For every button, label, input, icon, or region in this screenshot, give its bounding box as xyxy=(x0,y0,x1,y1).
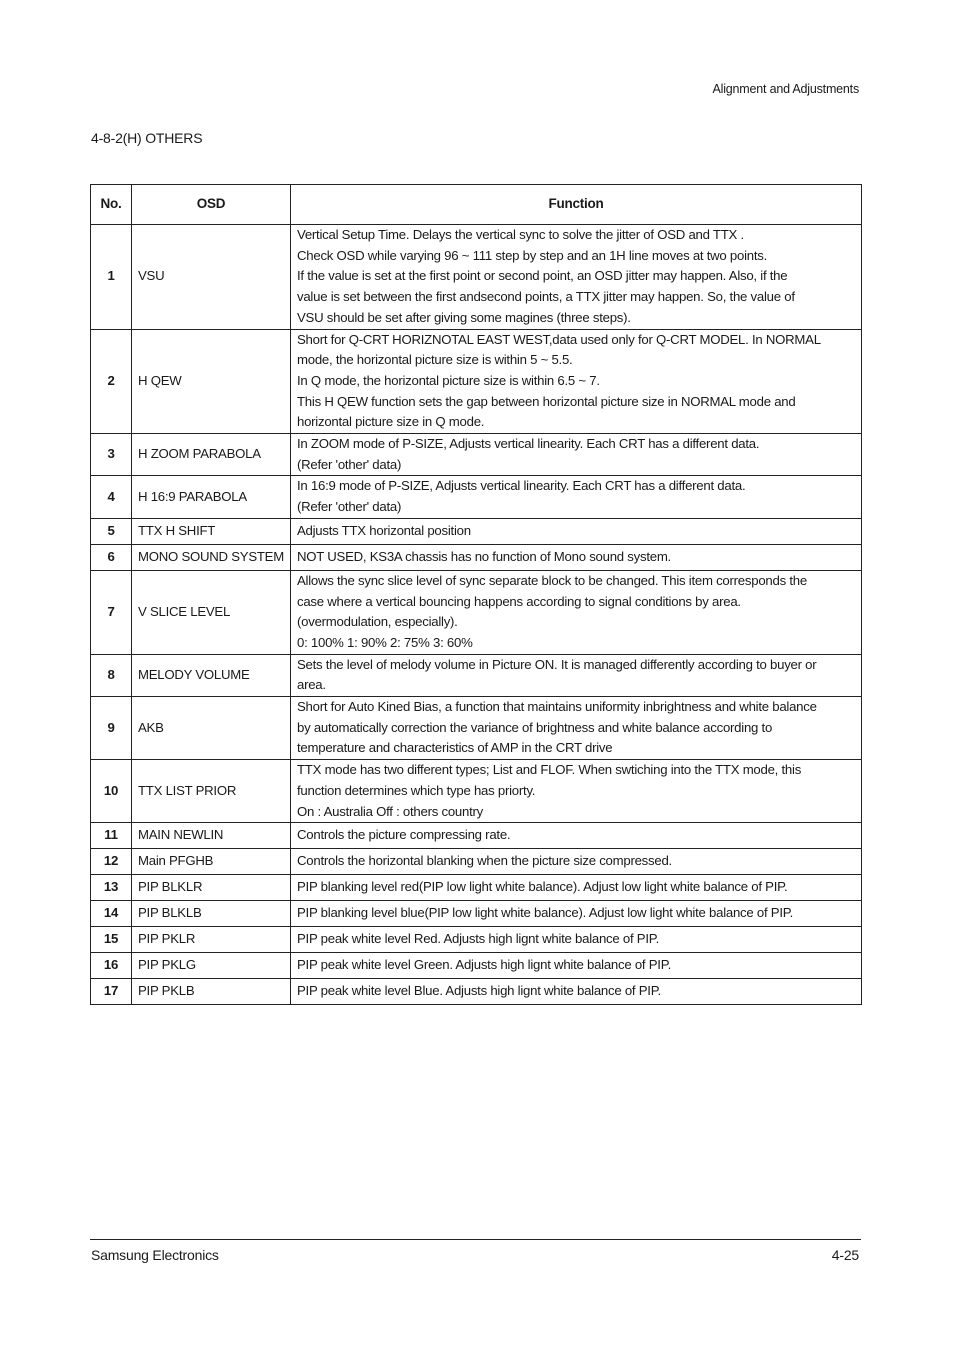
osd-item-name: PIP PKLG xyxy=(132,953,291,979)
column-header-function: Function xyxy=(291,185,862,225)
function-line: NOT USED, KS3A chassis has no function of Mono sound system. xyxy=(297,548,671,564)
function-line: Vertical Setup Time. Delays the vertical sync to solve the jitter of OSD and TTX . xyxy=(297,227,744,242)
function-line: function determines which type has priorty. xyxy=(297,782,536,798)
function-line: by automatically correction the variance of brightness and white balance according to xyxy=(297,719,773,735)
function-line: case where a vertical bouncing happens according to signal conditions by area. xyxy=(297,593,741,609)
function-description xyxy=(291,329,862,434)
table-row xyxy=(91,823,862,849)
function-line: This H QEW function sets the gap between horizontal picture size in NORMAL mode and xyxy=(297,393,796,409)
page-number: 4-25 xyxy=(831,1247,859,1263)
osd-item-name: MONO SOUND SYSTEM xyxy=(132,544,291,570)
osd-item-name: Main PFGHB xyxy=(132,849,291,875)
function-line: In ZOOM mode of P-SIZE, Adjusts vertical linearity. Each CRT has a different data. xyxy=(297,436,760,452)
table-row xyxy=(91,953,862,979)
section-title: 4-8-2(H) OTHERS xyxy=(91,130,203,146)
row-number: 10 xyxy=(91,760,132,823)
row-number: 4 xyxy=(91,476,132,518)
function-line: Adjusts TTX horizontal position xyxy=(297,522,471,538)
function-line: In Q mode, the horizontal picture size is within 6.5 ~ 7. xyxy=(297,372,600,388)
function-line: Short for Auto Kined Bias, a function that maintains uniformity inbrightness and white balance xyxy=(297,699,817,715)
table-row xyxy=(91,434,862,476)
function-description xyxy=(291,875,862,901)
row-number: 12 xyxy=(91,849,132,875)
osd-item-name: PIP PKLR xyxy=(132,927,291,953)
row-number: 14 xyxy=(91,901,132,927)
row-number: 15 xyxy=(91,927,132,953)
function-line: temperature and characteristics of AMP in the CRT drive xyxy=(297,740,613,756)
row-number: 1 xyxy=(91,225,132,330)
function-line: Controls the picture compressing rate. xyxy=(297,827,511,843)
function-line: (Refer 'other' data) xyxy=(297,456,402,472)
table-row xyxy=(91,979,862,1005)
others-adjustment-table xyxy=(90,184,862,1005)
osd-item-name: H QEW xyxy=(132,329,291,434)
running-header: Alignment and Adjustments xyxy=(712,82,859,96)
function-line: PIP blanking level red(PIP low light white balance). Adjust low light white balance of PIP. xyxy=(297,879,788,895)
row-number: 11 xyxy=(91,823,132,849)
function-line: Sets the level of melody volume in Picture ON. It is managed differently according to buyer or xyxy=(297,656,817,672)
column-header-no: No. xyxy=(91,185,132,225)
osd-item-name: V SLICE LEVEL xyxy=(132,570,291,654)
osd-item-name: AKB xyxy=(132,697,291,760)
function-line: Allows the sync slice level of sync separate block to be changed. This item corresponds the xyxy=(297,572,807,588)
function-line: (Refer 'other' data) xyxy=(297,499,402,515)
table-row xyxy=(91,697,862,760)
osd-item-name: PIP BLKLR xyxy=(132,875,291,901)
function-line: (overmodulation, especially). xyxy=(297,614,458,630)
table-row xyxy=(91,901,862,927)
table-row xyxy=(91,544,862,570)
column-header-osd: OSD xyxy=(132,185,291,225)
table-row xyxy=(91,849,862,875)
row-number: 16 xyxy=(91,953,132,979)
row-number: 7 xyxy=(91,570,132,654)
row-number: 2 xyxy=(91,329,132,434)
function-description xyxy=(291,849,862,875)
function-description xyxy=(291,979,862,1005)
function-line: VSU should be set after giving some magines (three steps). xyxy=(297,309,631,325)
function-line: If the value is set at the first point or second point, an OSD jitter may happen. Also, if the xyxy=(297,268,788,284)
function-line: 0: 100% 1: 90% 2: 75% 3: 60% xyxy=(297,634,473,650)
row-number: 9 xyxy=(91,697,132,760)
function-line: On : Australia Off : others country xyxy=(297,803,483,819)
osd-item-name: PIP PKLB xyxy=(132,979,291,1005)
function-description xyxy=(291,544,862,570)
table-row xyxy=(91,927,862,953)
function-description xyxy=(291,476,862,518)
row-number: 6 xyxy=(91,544,132,570)
table-row xyxy=(91,329,862,434)
function-line: area. xyxy=(297,677,326,693)
footer-divider xyxy=(90,1239,861,1240)
function-line: In 16:9 mode of P-SIZE, Adjusts vertical linearity. Each CRT has a different data. xyxy=(297,478,746,494)
function-line: PIP peak white level Red. Adjusts high lignt white balance of PIP. xyxy=(297,931,660,947)
row-number: 5 xyxy=(91,518,132,544)
function-description xyxy=(291,697,862,760)
function-description xyxy=(291,654,862,696)
footer-company: Samsung Electronics xyxy=(91,1247,219,1263)
table-row xyxy=(91,225,862,330)
function-line: Short for Q-CRT HORIZNOTAL EAST WEST,data used only for Q-CRT MODEL. In NORMAL xyxy=(297,331,821,347)
osd-item-name: PIP BLKLB xyxy=(132,901,291,927)
osd-item-name: TTX LIST PRIOR xyxy=(132,760,291,823)
row-number: 8 xyxy=(91,654,132,696)
function-description xyxy=(291,570,862,654)
row-number: 17 xyxy=(91,979,132,1005)
function-line: value is set between the first andsecond points, a TTX jitter may happen. So, the value of xyxy=(297,289,795,305)
table-header-row xyxy=(91,185,862,225)
function-description xyxy=(291,927,862,953)
osd-item-name: MELODY VOLUME xyxy=(132,654,291,696)
table-body xyxy=(91,225,862,1005)
function-description xyxy=(291,760,862,823)
table-row xyxy=(91,476,862,518)
table-row xyxy=(91,760,862,823)
function-line: PIP blanking level blue(PIP low light white balance). Adjust low light white balance of PIP. xyxy=(297,905,794,921)
function-line: mode, the horizontal picture size is within 5 ~ 5.5. xyxy=(297,352,573,368)
function-line: TTX mode has two different types; List and FLOF. When swtiching into the TTX mode, this xyxy=(297,762,802,778)
row-number: 13 xyxy=(91,875,132,901)
function-line: Controls the horizontal blanking when the picture size compressed. xyxy=(297,853,672,869)
function-description xyxy=(291,901,862,927)
function-line: PIP peak white level Blue. Adjusts high lignt white balance of PIP. xyxy=(297,983,661,999)
function-line: PIP peak white level Green. Adjusts high lignt white balance of PIP. xyxy=(297,957,671,973)
function-description xyxy=(291,434,862,476)
osd-item-name: MAIN NEWLIN xyxy=(132,823,291,849)
function-description xyxy=(291,953,862,979)
row-number: 3 xyxy=(91,434,132,476)
function-description xyxy=(291,225,862,330)
table-row xyxy=(91,570,862,654)
table-row xyxy=(91,518,862,544)
osd-item-name: TTX H SHIFT xyxy=(132,518,291,544)
osd-item-name: H 16:9 PARABOLA xyxy=(132,476,291,518)
function-line: horizontal picture size in Q mode. xyxy=(297,414,485,430)
function-line: Check OSD while varying 96 ~ 111 step by step and an 1H line moves at two points. xyxy=(297,247,768,263)
osd-item-name: VSU xyxy=(132,225,291,330)
function-description xyxy=(291,823,862,849)
table-row xyxy=(91,875,862,901)
table-row xyxy=(91,654,862,696)
osd-item-name: H ZOOM PARABOLA xyxy=(132,434,291,476)
function-description xyxy=(291,518,862,544)
